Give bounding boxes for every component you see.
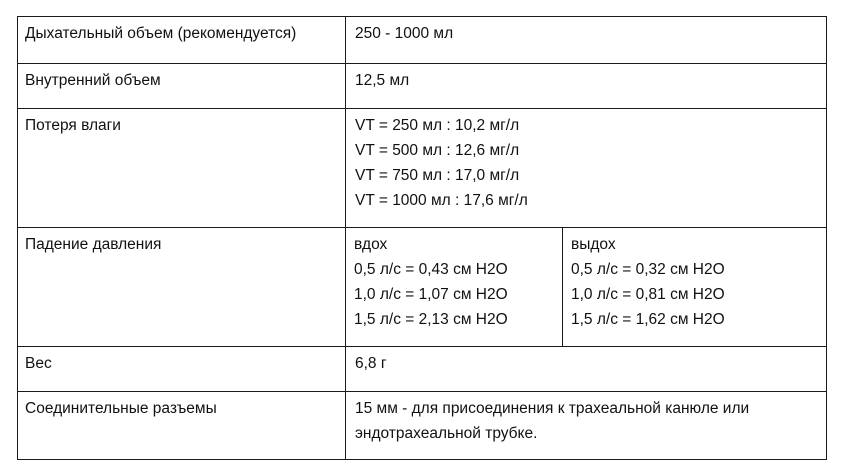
value-line: VT = 250 мл : 10,2 мг/л xyxy=(355,117,520,134)
row-label: Дыхательный объем (рекомендуется) xyxy=(18,17,346,64)
exhale-title: выдох xyxy=(571,236,616,253)
row-label: Потеря влаги xyxy=(18,109,346,228)
row-label: Вес xyxy=(18,347,346,392)
value-line: VT = 1000 мл : 17,6 мг/л xyxy=(355,192,528,209)
value-line: 1,0 л/с = 1,07 см H2O xyxy=(354,286,508,303)
row-value: 12,5 мл xyxy=(346,64,827,109)
value-line: VT = 750 мл : 17,0 мг/л xyxy=(355,167,520,184)
value-line: 15 мм - для присоединения к трахеальной канюле или xyxy=(355,400,750,417)
row-value: 250 - 1000 мл xyxy=(346,17,827,64)
exhale-column xyxy=(563,228,827,346)
inhale-title: вдох xyxy=(354,236,388,253)
table-row-pressure-drop xyxy=(18,228,827,347)
value-line: 0,5 л/с = 0,32 см H2O xyxy=(571,261,725,278)
table-row-internal-volume xyxy=(18,64,827,109)
table-row-weight xyxy=(18,347,827,392)
table-row-moisture-loss xyxy=(18,109,827,228)
row-label: Соединительные разъемы xyxy=(18,392,346,460)
pressure-drop-subtable xyxy=(346,228,826,346)
value-line: 1,5 л/с = 2,13 см H2O xyxy=(354,311,508,328)
row-value xyxy=(346,392,827,460)
value-line: эндотрахеальной трубке. xyxy=(355,425,538,442)
row-label: Падение давления xyxy=(18,228,346,347)
value-line: 1,0 л/с = 0,81 см H2O xyxy=(571,286,725,303)
table-row-tidal-volume xyxy=(18,17,827,64)
value-line: 1,5 л/с = 1,62 см H2O xyxy=(571,311,725,328)
value-line: VT = 500 мл : 12,6 мг/л xyxy=(355,142,520,159)
row-value xyxy=(346,109,827,228)
row-label: Внутренний объем xyxy=(18,64,346,109)
value-line: 0,5 л/с = 0,43 см H2O xyxy=(354,261,508,278)
table-row-connectors xyxy=(18,392,827,460)
inhale-column xyxy=(346,228,563,346)
row-value: 6,8 г xyxy=(346,347,827,392)
specification-table xyxy=(17,16,827,460)
row-value xyxy=(346,228,827,347)
